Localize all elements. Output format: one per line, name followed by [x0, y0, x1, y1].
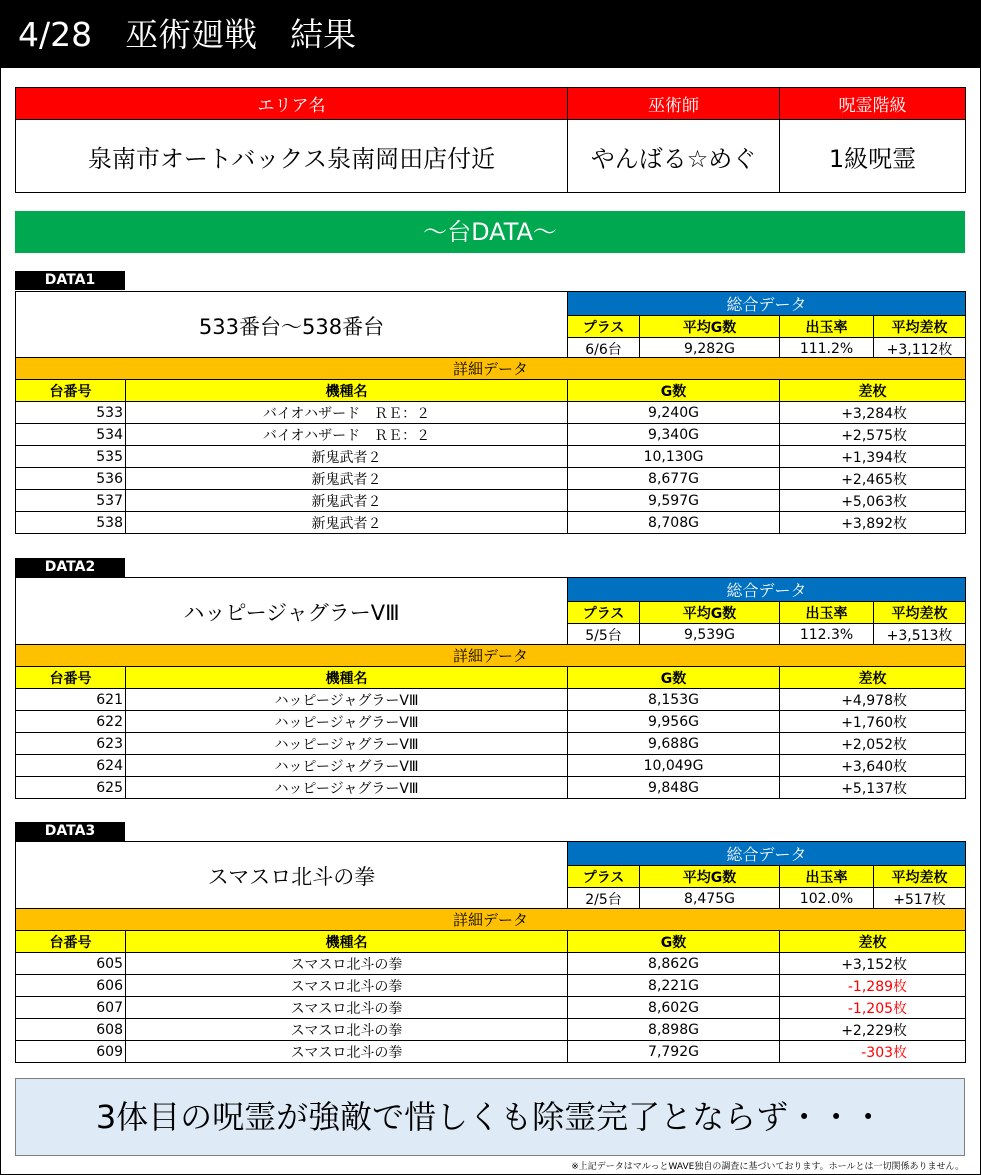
- machine-number: 622: [16, 711, 126, 733]
- summary-header-rate: 出玉率: [780, 602, 874, 624]
- detail-label: 詳細データ: [16, 645, 966, 667]
- machine-number: 605: [16, 953, 126, 975]
- summary-header-avg-g: 平均G数: [640, 602, 780, 624]
- machine-number: 533: [16, 402, 126, 424]
- game-count: 8,898G: [568, 1019, 780, 1041]
- summary-table: [15, 841, 966, 910]
- detail-header-no: 台番号: [16, 667, 126, 689]
- table-row: [16, 975, 966, 997]
- machine-number: 608: [16, 1019, 126, 1041]
- medal-diff: -1,205枚: [780, 997, 966, 1019]
- table-row: [16, 402, 966, 424]
- summary-header-plus: プラス: [568, 602, 640, 624]
- machine-number: 624: [16, 755, 126, 777]
- summary-header-avg-diff: 平均差枚: [874, 316, 966, 338]
- table-row: [16, 711, 966, 733]
- machine-number: 536: [16, 468, 126, 490]
- summary-table: [15, 291, 966, 360]
- summary-header-rate: 出玉率: [780, 316, 874, 338]
- summary-header-avg-g: 平均G数: [640, 316, 780, 338]
- data-block-tag: DATA2: [15, 558, 125, 577]
- game-count: 8,708G: [568, 512, 780, 534]
- summary-rate: 112.3%: [780, 624, 874, 646]
- game-count: 8,221G: [568, 975, 780, 997]
- machine-model: ハッピージャグラーⅤⅢ: [126, 711, 568, 733]
- summary-rate: 102.0%: [780, 888, 874, 910]
- shaman-header: 巫術師: [568, 88, 780, 120]
- medal-diff: +3,152枚: [780, 953, 966, 975]
- conclusion-banner: 3体目の呪霊が強敵で惜しくも除霊完了とならず・・・: [15, 1078, 965, 1156]
- machine-number: 606: [16, 975, 126, 997]
- block-machine-name: ハッピージャグラーⅤⅢ: [16, 578, 568, 646]
- medal-diff: +3,284枚: [780, 402, 966, 424]
- summary-header-plus: プラス: [568, 316, 640, 338]
- table-row: [16, 512, 966, 534]
- detail-header-no: 台番号: [16, 931, 126, 953]
- medal-diff: +3,892枚: [780, 512, 966, 534]
- summary-header-avg-diff: 平均差枚: [874, 602, 966, 624]
- medal-diff: +3,640枚: [780, 755, 966, 777]
- area-name-value: 泉南市オートバックス泉南岡田店付近: [16, 120, 568, 193]
- table-row: [16, 490, 966, 512]
- detail-header-diff: 差枚: [780, 667, 966, 689]
- summary-avg-diff: +3,513枚: [874, 624, 966, 646]
- table-row: [16, 997, 966, 1019]
- detail-header-model: 機種名: [126, 667, 568, 689]
- summary-label: 総合データ: [568, 578, 966, 602]
- game-count: 9,597G: [568, 490, 780, 512]
- medal-diff: +5,063枚: [780, 490, 966, 512]
- machine-model: ハッピージャグラーⅤⅢ: [126, 755, 568, 777]
- detail-header-diff: 差枚: [780, 380, 966, 402]
- machine-model: スマスロ北斗の拳: [126, 1019, 568, 1041]
- medal-diff: -303枚: [780, 1041, 966, 1063]
- summary-label: 総合データ: [568, 292, 966, 316]
- summary-plus: 2/5台: [568, 888, 640, 910]
- game-count: 8,677G: [568, 468, 780, 490]
- machine-number: 535: [16, 446, 126, 468]
- table-row: [16, 424, 966, 446]
- title-bar: [1, 1, 980, 68]
- table-row: [16, 1019, 966, 1041]
- machine-number: 623: [16, 733, 126, 755]
- machine-number: 621: [16, 689, 126, 711]
- shaman-value: やんばる☆めぐ: [568, 120, 780, 193]
- summary-avg-diff: +3,112枚: [874, 338, 966, 360]
- game-count: 10,049G: [568, 755, 780, 777]
- summary-table: [15, 577, 966, 646]
- summary-plus: 5/5台: [568, 624, 640, 646]
- detail-header-model: 機種名: [126, 931, 568, 953]
- machine-number: 609: [16, 1041, 126, 1063]
- table-row: [16, 446, 966, 468]
- medal-diff: +2,575枚: [780, 424, 966, 446]
- medal-diff: +1,394枚: [780, 446, 966, 468]
- table-row: [16, 733, 966, 755]
- curse-rank-header: 呪霊階級: [780, 88, 966, 120]
- game-count: 9,240G: [568, 402, 780, 424]
- summary-plus: 6/6台: [568, 338, 640, 360]
- detail-header-no: 台番号: [16, 380, 126, 402]
- machine-number: 534: [16, 424, 126, 446]
- detail-table: [15, 357, 966, 534]
- detail-header-g: G数: [568, 931, 780, 953]
- game-count: 9,688G: [568, 733, 780, 755]
- machine-model: ハッピージャグラーⅤⅢ: [126, 733, 568, 755]
- machine-model: バイオハザード ＲＥ：２: [126, 402, 568, 424]
- summary-header-rate: 出玉率: [780, 866, 874, 888]
- game-count: 10,130G: [568, 446, 780, 468]
- game-count: 8,602G: [568, 997, 780, 1019]
- table-row: [16, 953, 966, 975]
- block-machine-name: 533番台～538番台: [16, 292, 568, 360]
- summary-avg-g: 9,539G: [640, 624, 780, 646]
- machine-data-banner: ～台DATA～: [15, 211, 965, 253]
- machine-number: 607: [16, 997, 126, 1019]
- machine-number: 625: [16, 777, 126, 799]
- detail-header-diff: 差枚: [780, 931, 966, 953]
- summary-avg-diff: +517枚: [874, 888, 966, 910]
- detail-header-g: G数: [568, 380, 780, 402]
- game-count: 9,340G: [568, 424, 780, 446]
- detail-header-g: G数: [568, 667, 780, 689]
- medal-diff: +5,137枚: [780, 777, 966, 799]
- detail-table: [15, 644, 966, 799]
- machine-number: 538: [16, 512, 126, 534]
- data-block-tag: DATA3: [15, 822, 125, 841]
- game-count: 7,792G: [568, 1041, 780, 1063]
- data-block-tag: DATA1: [15, 271, 125, 290]
- medal-diff: +2,465枚: [780, 468, 966, 490]
- summary-header-avg-diff: 平均差枚: [874, 866, 966, 888]
- table-row: [16, 1041, 966, 1063]
- area-name-header: エリア名: [16, 88, 568, 120]
- table-row: [16, 689, 966, 711]
- summary-avg-g: 9,282G: [640, 338, 780, 360]
- curse-rank-value: 1級呪霊: [780, 120, 966, 193]
- table-row: [16, 468, 966, 490]
- summary-header-plus: プラス: [568, 866, 640, 888]
- game-count: 9,956G: [568, 711, 780, 733]
- summary-avg-g: 8,475G: [640, 888, 780, 910]
- machine-number: 537: [16, 490, 126, 512]
- page-title: 4/28 巫術廻戦 結果: [18, 15, 357, 54]
- machine-model: 新鬼武者２: [126, 446, 568, 468]
- table-row: [16, 777, 966, 799]
- summary-header-avg-g: 平均G数: [640, 866, 780, 888]
- machine-model: 新鬼武者２: [126, 468, 568, 490]
- detail-header-model: 機種名: [126, 380, 568, 402]
- machine-model: スマスロ北斗の拳: [126, 975, 568, 997]
- summary-rate: 111.2%: [780, 338, 874, 360]
- footnote: ※上記データはマルっとWAVE独自の調査に基づいております。ホールとは一切関係ありません。: [571, 1162, 964, 1172]
- detail-table: [15, 908, 966, 1063]
- game-count: 8,153G: [568, 689, 780, 711]
- detail-label: 詳細データ: [16, 358, 966, 380]
- machine-model: スマスロ北斗の拳: [126, 953, 568, 975]
- game-count: 8,862G: [568, 953, 780, 975]
- machine-model: ハッピージャグラーⅤⅢ: [126, 777, 568, 799]
- medal-diff: +2,052枚: [780, 733, 966, 755]
- table-row: [16, 755, 966, 777]
- machine-model: バイオハザード ＲＥ：２: [126, 424, 568, 446]
- medal-diff: -1,289枚: [780, 975, 966, 997]
- machine-model: スマスロ北斗の拳: [126, 1041, 568, 1063]
- machine-model: スマスロ北斗の拳: [126, 997, 568, 1019]
- area-info-table: [15, 87, 966, 193]
- medal-diff: +4,978枚: [780, 689, 966, 711]
- machine-model: 新鬼武者２: [126, 490, 568, 512]
- block-machine-name: スマスロ北斗の拳: [16, 842, 568, 910]
- medal-diff: +1,760枚: [780, 711, 966, 733]
- machine-model: 新鬼武者２: [126, 512, 568, 534]
- summary-label: 総合データ: [568, 842, 966, 866]
- machine-model: ハッピージャグラーⅤⅢ: [126, 689, 568, 711]
- game-count: 9,848G: [568, 777, 780, 799]
- detail-label: 詳細データ: [16, 909, 966, 931]
- medal-diff: +2,229枚: [780, 1019, 966, 1041]
